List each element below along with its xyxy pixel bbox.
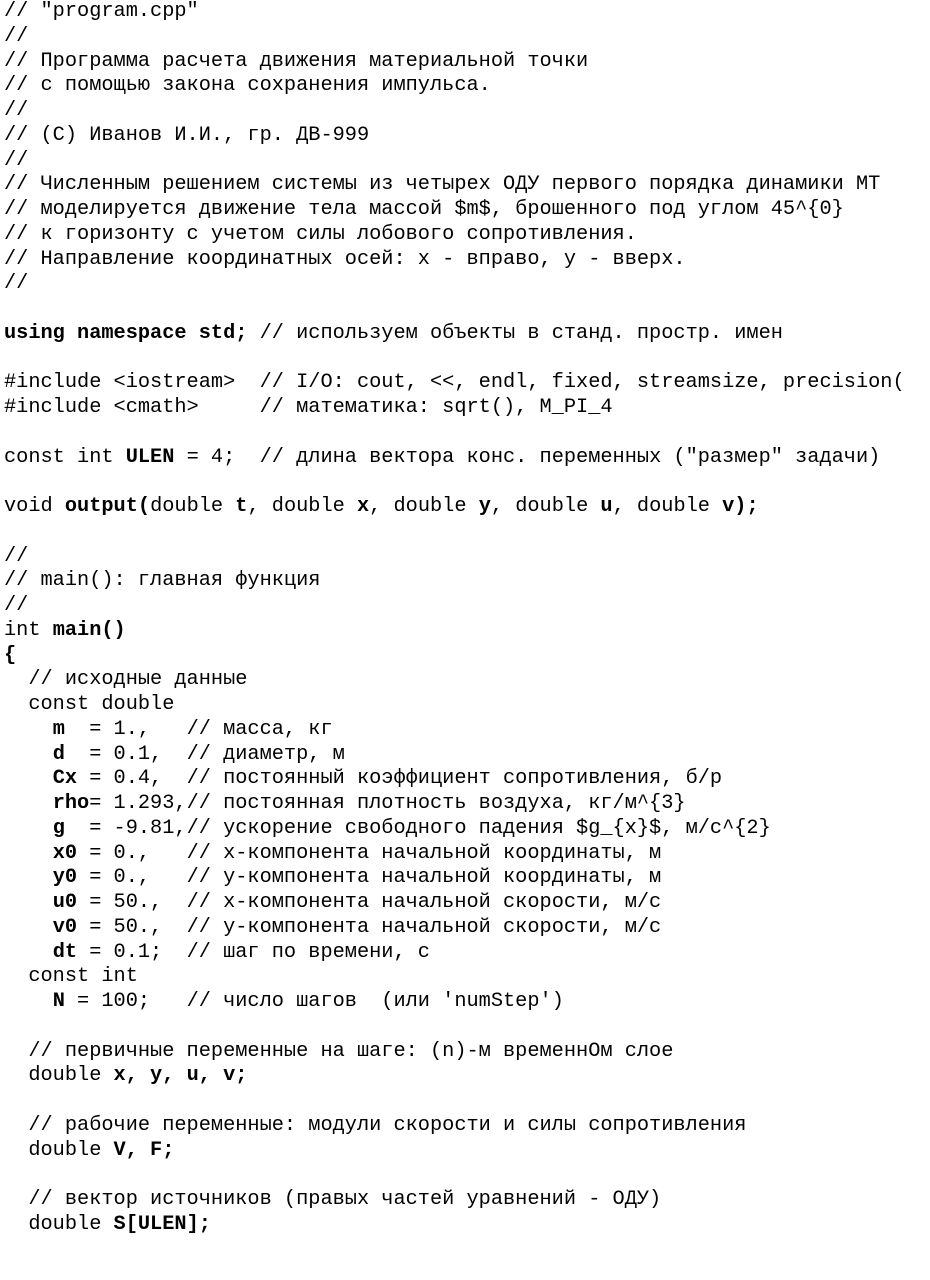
code-line bbox=[4, 1139, 928, 1164]
code-token-bold: x0 bbox=[52, 841, 78, 865]
code-token: // исходные данные bbox=[4, 668, 248, 692]
code-token bbox=[4, 743, 53, 766]
code-line bbox=[4, 668, 928, 693]
code-token: // main(): главная функция bbox=[4, 569, 321, 593]
code-line bbox=[4, 248, 928, 273]
code-token-bold: t bbox=[235, 495, 248, 518]
code-token: // Программа расчета движения материальной точки bbox=[4, 49, 589, 73]
code-token: // bbox=[4, 148, 29, 172]
blank-line bbox=[4, 297, 928, 322]
code-line bbox=[4, 495, 928, 520]
code-line bbox=[4, 25, 928, 50]
code-line bbox=[4, 74, 928, 99]
code-token-bold: { bbox=[4, 643, 17, 667]
code-token: double bbox=[150, 495, 236, 518]
code-token: // "program.cpp" bbox=[4, 0, 199, 23]
code-token-bold: x bbox=[356, 495, 370, 518]
code-token: = 1.293,// постоянная плотность воздуха, кг/м^{3} bbox=[89, 792, 686, 815]
code-token: #include <cmath> // математика: sqrt(), M_PI_4 bbox=[4, 396, 613, 419]
code-token: = 0.4, // постоянный коэффициент сопротивления, б/р bbox=[77, 767, 723, 791]
code-line bbox=[4, 990, 928, 1015]
code-token bbox=[4, 792, 53, 815]
code-token: double bbox=[4, 1138, 114, 1162]
source-code-listing bbox=[4, 0, 928, 1238]
blank-line bbox=[4, 347, 928, 372]
code-token-bold: m bbox=[52, 717, 65, 741]
code-token bbox=[4, 866, 53, 889]
code-token: = 4; // длина вектора конс. переменных ("размер" задачи) bbox=[174, 445, 881, 469]
code-token: const int bbox=[4, 445, 126, 469]
code-token: // Численным решением системы из четырех ОДУ первого порядка динамики МТ bbox=[4, 173, 881, 197]
code-line bbox=[4, 173, 928, 198]
code-token: double bbox=[4, 1212, 114, 1236]
code-token: // bbox=[4, 594, 29, 617]
code-token-bold: y0 bbox=[52, 866, 78, 890]
code-line bbox=[4, 198, 928, 223]
code-token: // с помощью закона сохранения импульса. bbox=[4, 74, 491, 98]
code-line bbox=[4, 842, 928, 867]
code-token: // моделируется движение тела массой $m$, брошенного под углом 45^{0} bbox=[4, 198, 844, 221]
code-token: , double bbox=[247, 495, 357, 518]
code-token-bold: using namespace std; bbox=[4, 321, 248, 345]
code-token: // bbox=[4, 99, 29, 122]
code-token: #include <iostream> // I/O: cout, <<, endl, fixed, streamsize, precision( bbox=[4, 371, 905, 395]
code-token: // вектор источников (правых частей уравнений - ОДУ) bbox=[4, 1188, 662, 1211]
code-token: = 0., // y-компонента начальной координаты, м bbox=[77, 866, 662, 890]
code-token-bold: dt bbox=[52, 940, 78, 964]
code-line bbox=[4, 223, 928, 248]
code-token: const int bbox=[4, 965, 138, 989]
code-token: = 100; // число шагов (или 'numStep') bbox=[64, 990, 564, 1013]
code-line bbox=[4, 1040, 928, 1065]
code-token: , double bbox=[369, 495, 479, 518]
code-line bbox=[4, 743, 928, 768]
code-line bbox=[4, 644, 928, 669]
code-token-bold: rho bbox=[52, 792, 90, 815]
code-token: // рабочие переменные: модули скорости и силы сопротивления bbox=[4, 1113, 747, 1137]
code-line bbox=[4, 371, 928, 396]
code-token: = 0.1, // диаметр, м bbox=[64, 742, 345, 766]
code-token: , double bbox=[612, 495, 723, 518]
code-line bbox=[4, 693, 928, 718]
code-token: const double bbox=[4, 693, 175, 716]
code-line bbox=[4, 1213, 928, 1238]
code-token: // bbox=[4, 24, 29, 48]
code-line bbox=[4, 569, 928, 594]
code-line bbox=[4, 1114, 928, 1139]
code-token-bold: d bbox=[52, 742, 65, 766]
code-line bbox=[4, 594, 928, 619]
code-line bbox=[4, 0, 928, 25]
code-token bbox=[4, 817, 53, 840]
code-line bbox=[4, 817, 928, 842]
code-token bbox=[4, 891, 53, 914]
code-line bbox=[4, 396, 928, 421]
code-token-bold: x, y, u, v; bbox=[113, 1064, 248, 1088]
code-token: void bbox=[4, 495, 65, 518]
code-token-bold: u bbox=[600, 495, 613, 518]
code-line bbox=[4, 272, 928, 297]
code-token: // к горизонту с учетом силы лобового сопротивления. bbox=[4, 222, 637, 246]
code-token: // (С) Иванов И.И., гр. ДВ-999 bbox=[4, 123, 370, 147]
code-line bbox=[4, 446, 928, 471]
code-line bbox=[4, 149, 928, 174]
code-line bbox=[4, 99, 928, 124]
blank-line bbox=[4, 1015, 928, 1040]
code-token: double bbox=[4, 1064, 114, 1088]
code-line bbox=[4, 322, 928, 347]
code-line bbox=[4, 866, 928, 891]
code-token-bold: ULEN bbox=[125, 445, 175, 469]
code-token: // используем объекты в станд. простр. имен bbox=[247, 321, 783, 345]
code-line bbox=[4, 891, 928, 916]
blank-line bbox=[4, 1089, 928, 1114]
code-token: = 0., // x-компонента начальной координаты, м bbox=[77, 841, 662, 865]
blank-line bbox=[4, 520, 928, 545]
code-token bbox=[4, 941, 53, 964]
code-token: // первичные переменные на шаге: (n)-м временнОм слое bbox=[4, 1039, 674, 1063]
code-token-bold: g bbox=[52, 816, 65, 840]
code-line bbox=[4, 916, 928, 941]
code-token bbox=[4, 767, 53, 790]
code-token-bold: V, F; bbox=[113, 1138, 175, 1162]
code-token bbox=[4, 916, 53, 939]
code-token: int bbox=[4, 618, 53, 642]
code-line bbox=[4, 619, 928, 644]
code-token: // Направление координатных осей: x - вправо, y - вверх. bbox=[4, 247, 686, 271]
blank-line bbox=[4, 470, 928, 495]
code-token-bold: v0 bbox=[52, 915, 78, 939]
code-token bbox=[4, 718, 53, 741]
code-line bbox=[4, 545, 928, 570]
code-token-bold: output( bbox=[64, 495, 151, 518]
blank-line bbox=[4, 1163, 928, 1188]
code-token: = 50., // y-компонента начальной скорости, м/с bbox=[77, 915, 662, 939]
blank-line bbox=[4, 421, 928, 446]
code-token-bold: main() bbox=[52, 618, 126, 642]
code-token: // bbox=[4, 272, 29, 296]
code-line bbox=[4, 965, 928, 990]
code-line bbox=[4, 767, 928, 792]
code-token-bold: v); bbox=[722, 495, 759, 518]
code-line bbox=[4, 941, 928, 966]
code-token: = 50., // x-компонента начальной скорости, м/с bbox=[77, 891, 662, 914]
code-token-bold: N bbox=[52, 990, 65, 1013]
code-token: // bbox=[4, 544, 29, 568]
code-token: , double bbox=[490, 495, 601, 518]
code-line bbox=[4, 1064, 928, 1089]
code-token: = 1., // масса, кг bbox=[64, 717, 333, 741]
code-token-bold: S[ULEN]; bbox=[113, 1212, 211, 1236]
code-line bbox=[4, 124, 928, 149]
code-line bbox=[4, 1188, 928, 1213]
code-token-bold: Cx bbox=[52, 767, 78, 791]
code-token-bold: u0 bbox=[52, 891, 78, 914]
code-token: = 0.1; // шаг по времени, с bbox=[77, 940, 430, 964]
code-token: = -9.81,// ускорение свободного падения $g_{x}$, м/с^{2} bbox=[64, 816, 771, 840]
code-line bbox=[4, 792, 928, 817]
code-line bbox=[4, 50, 928, 75]
code-token-bold: y bbox=[478, 495, 491, 518]
code-line bbox=[4, 718, 928, 743]
code-token bbox=[4, 990, 53, 1013]
code-token bbox=[4, 842, 53, 865]
